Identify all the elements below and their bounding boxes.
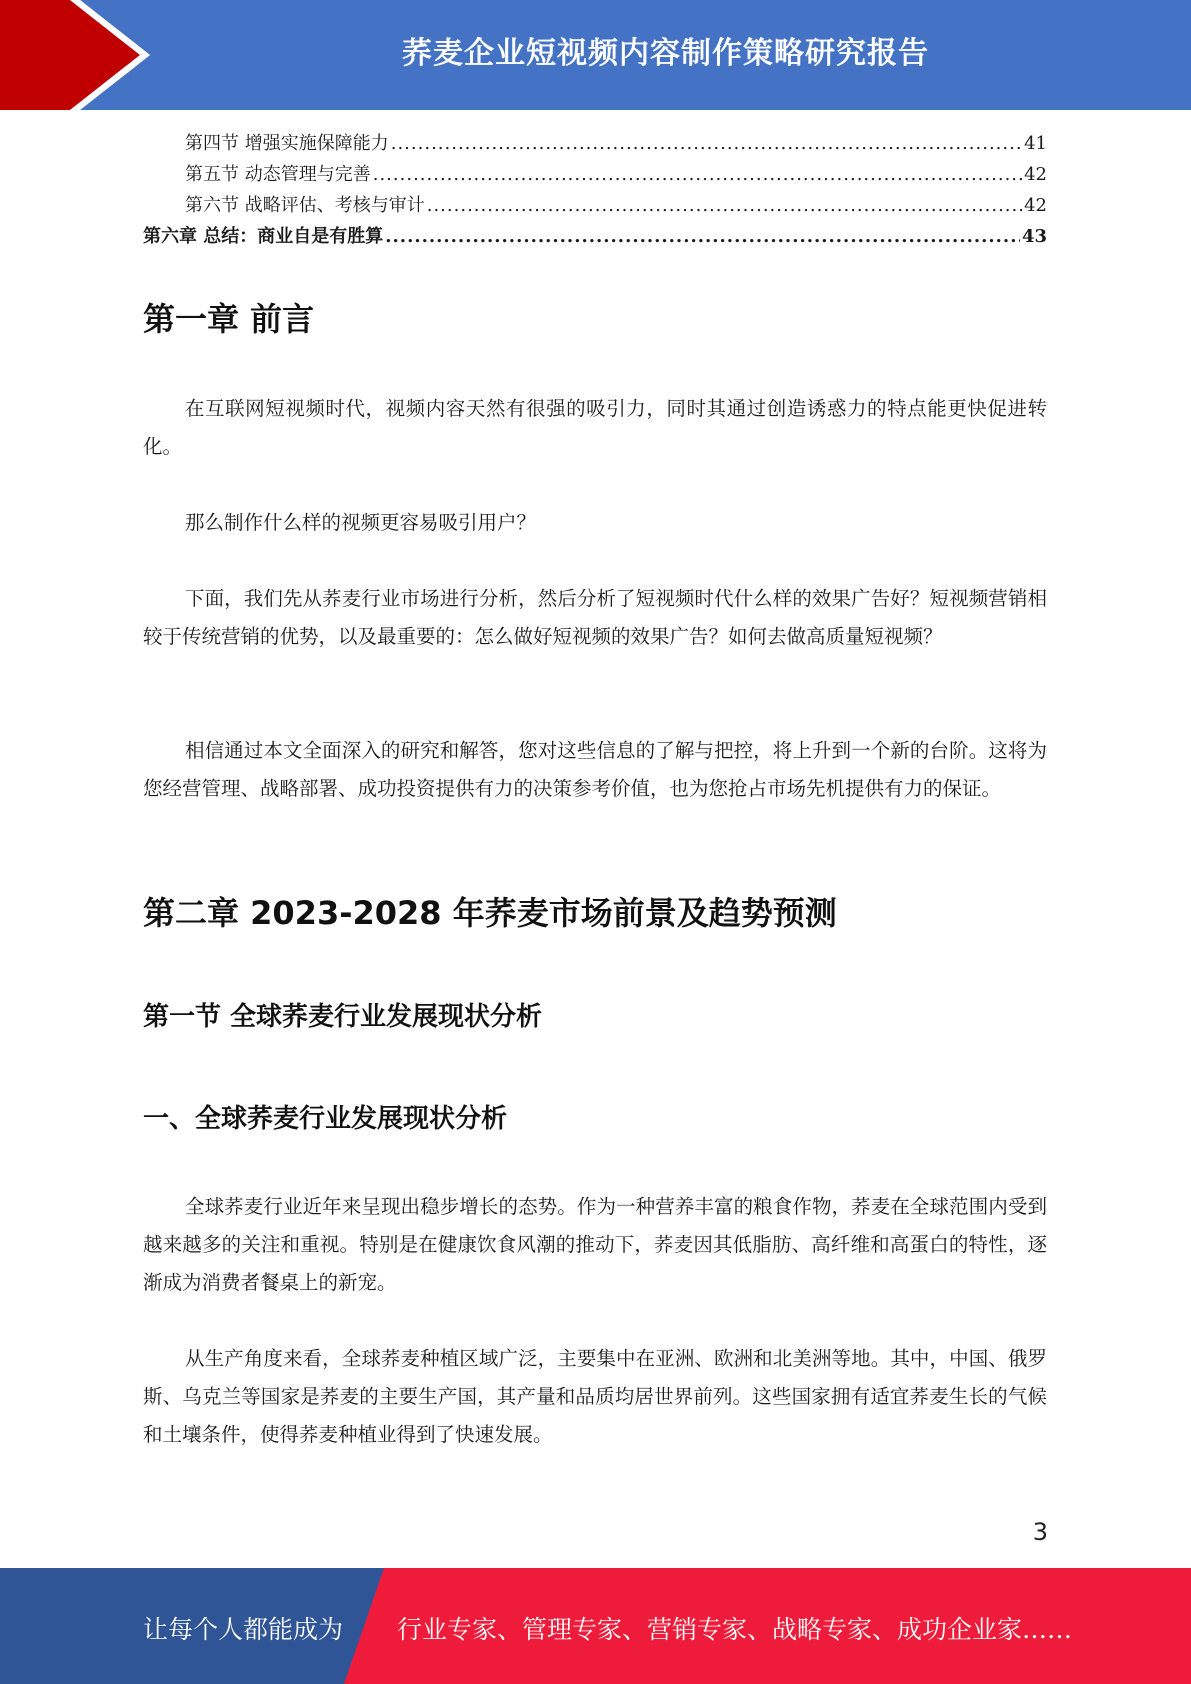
toc-leader-dots — [427, 190, 1022, 221]
chapter-1-paragraph-2: 那么制作什么样的视频更容易吸引用户？ — [185, 511, 537, 534]
footer-slogan-left: 让每个人都能成为 — [143, 1615, 344, 1644]
toc-entry-label: 第六节 战略评估、考核与审计 — [185, 195, 425, 216]
chapter-1-heading: 第一章 前言 — [143, 300, 315, 338]
header-bar — [0, 0, 1191, 110]
toc-entry-label: 第六章 总结：商业自是有胜算 — [143, 226, 384, 247]
chapter-1-paragraph-3: 下面，我们先从荞麦行业市场进行分析，然后分析了短视频时代什么样的效果广告好？短视频营销相较于传统营销的优势，以及最重要的：怎么做好短视频的效果广告？如何去做高质量短视频？ — [143, 587, 1047, 648]
footer-slogan-right: 行业专家、管理专家、营销专家、战略专家、成功企业家…… — [397, 1615, 1073, 1644]
chapter-2-paragraph-1: 全球荞麦行业近年来呈现出稳步增长的态势。作为一种营养丰富的粮食作物，荞麦在全球范围内受到越来越多的关注和重视。特别是在健康饮食风潮的推动下，荞麦因其低脂肪、高纤维和高蛋白的特性，逐渐成为消费者餐桌上的新宠。 — [143, 1195, 1047, 1294]
toc-entry-page: 43 — [1021, 226, 1047, 247]
section-1-heading: 第一节 全球荞麦行业发展现状分析 — [143, 1002, 543, 1032]
toc-entry-page: 42 — [1024, 195, 1047, 216]
toc-entry-label: 第四节 增强实施保障能力 — [185, 133, 389, 154]
toc-leader-dots — [385, 221, 1020, 252]
toc-entry-page: 42 — [1024, 164, 1047, 185]
toc-entry[interactable] — [143, 128, 1047, 159]
report-title: 荞麦企业短视频内容制作策略研究报告 — [402, 36, 929, 71]
toc-leader-dots — [391, 128, 1022, 159]
toc-entry[interactable] — [143, 190, 1047, 221]
toc-leader-dots — [373, 159, 1022, 190]
table-of-contents — [143, 128, 1047, 252]
chapter-2-heading: 第二章 2023-2028 年荞麦市场前景及趋势预测 — [143, 894, 837, 932]
toc-entry[interactable] — [143, 159, 1047, 190]
subsection-1-heading: 一、全球荞麦行业发展现状分析 — [143, 1104, 508, 1134]
chapter-1-paragraph-1: 在互联网短视频时代，视频内容天然有很强的吸引力，同时其通过创造诱惑力的特点能更快促进转化。 — [143, 397, 1047, 458]
toc-entry-label: 第五节 动态管理与完善 — [185, 164, 371, 185]
chapter-2-paragraph-2: 从生产角度来看，全球荞麦种植区域广泛，主要集中在亚洲、欧洲和北美洲等地。其中，中国、俄罗斯、乌克兰等国家是荞麦的主要生产国，其产量和品质均居世界前列。这些国家拥有适宜荞麦生长的气候和土壤条件，使得荞麦种植业得到了快速发展。 — [143, 1347, 1047, 1446]
chapter-1-paragraph-4: 相信通过本文全面深入的研究和解答，您对这些信息的了解与把控，将上升到一个新的台阶。这将为您经营管理、战略部署、成功投资提供有力的决策参考价值，也为您抢占市场先机提供有力的保证。 — [143, 739, 1047, 800]
toc-entry-page: 41 — [1024, 133, 1047, 154]
toc-entry[interactable] — [143, 221, 1047, 252]
footer-banner — [0, 1568, 1191, 1684]
page-number: 3 — [1032, 1518, 1048, 1546]
